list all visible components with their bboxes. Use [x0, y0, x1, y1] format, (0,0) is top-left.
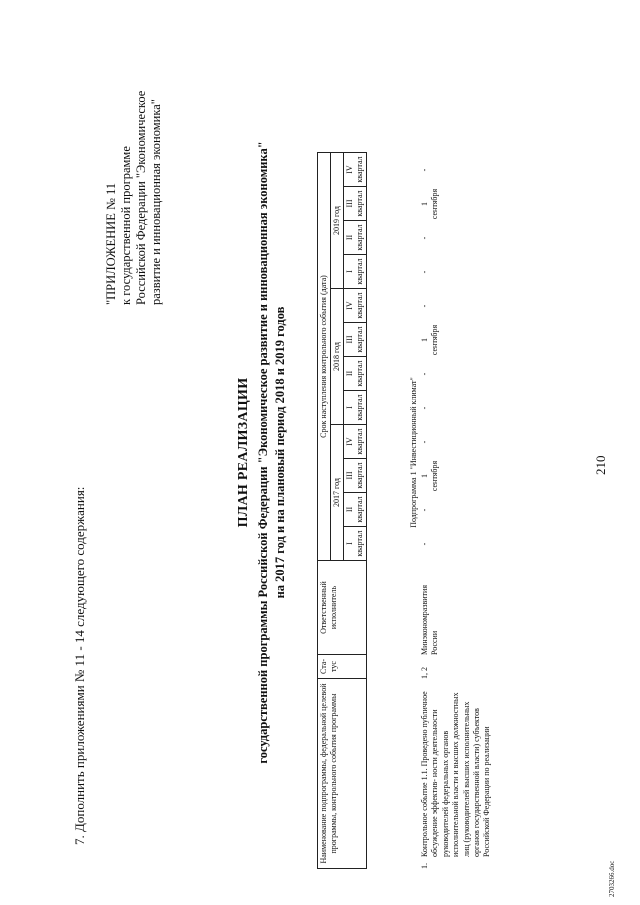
plan-title: ПЛАН РЕАЛИЗАЦИИ	[236, 377, 251, 528]
deadline-group-header: Срок наступления контрольного события (дата)	[318, 153, 331, 561]
row-quarter-value: -	[420, 406, 429, 410]
year-header: 2018 год	[331, 289, 344, 425]
quarter-header: II квартал	[344, 221, 367, 255]
row-executor: Минэкономразвития России	[420, 584, 440, 655]
row-quarter-value: 1 сентября	[420, 460, 440, 492]
intro-text: 7. Дополнить приложениями № 11 - 14 следующего содержания:	[72, 486, 87, 845]
col-executor-header: Ответственный исполнитель	[318, 561, 367, 655]
page-number: 210	[593, 455, 608, 475]
row-quarter-value: -	[420, 270, 429, 274]
row-quarter-value: 1 сентября	[420, 324, 440, 356]
row-quarter-value: -	[420, 542, 429, 546]
row-quarter-value: -	[420, 508, 429, 512]
quarter-header: III квартал	[344, 323, 367, 357]
row-quarter-value: -	[420, 304, 429, 308]
plan-period: на 2017 год и на плановый период 2018 и 2019 годов	[273, 306, 287, 599]
quarter-header: I квартал	[344, 527, 367, 561]
row-quarter-value: -	[420, 372, 429, 376]
quarter-header: II квартал	[344, 493, 367, 527]
row-name: Контрольное событие 1.1. Проведено публичное обсуждение эффектив- ности деятельности руководителей федеральных органов исполнительной власти и высших должностных лиц (руководителей высших исполнительных органов государственной власти) субъектов Российской Федерации по реализации	[420, 691, 492, 857]
appendix-line: развитие и инновационная экономика"	[149, 99, 163, 305]
year-header: 2019 год	[331, 153, 344, 289]
quarter-header: IV квартал	[344, 289, 367, 323]
plan-table-header	[317, 152, 367, 869]
quarter-header: II квартал	[344, 357, 367, 391]
row-quarter-value: -	[420, 440, 429, 444]
subprogram-title: Подпрограмма 1 "Инвестиционный климат"	[409, 377, 418, 528]
appendix-line: к государственной программе	[119, 146, 133, 305]
appendix-line: "ПРИЛОЖЕНИЕ № 11	[104, 182, 118, 305]
quarter-header: IV квартал	[344, 153, 367, 187]
row-quarter-value: -	[420, 236, 429, 240]
quarter-header: I квартал	[344, 255, 367, 289]
quarter-header: IV квартал	[344, 425, 367, 459]
year-header: 2017 год	[331, 425, 344, 561]
row-quarter-value: 1 сентября	[420, 188, 440, 220]
appendix-header	[104, 5, 164, 305]
row-number: 1.	[420, 863, 429, 869]
row-status: 1, 2	[420, 667, 429, 679]
row-quarter-value: -	[420, 168, 429, 172]
plan-subtitle: государственной программы Российской Федерации "Экономическое развитие и инновационная экономика"	[256, 141, 270, 764]
quarter-header: I квартал	[344, 391, 367, 425]
col-status-header: Ста- тус	[318, 655, 367, 679]
appendix-line: Российской Федерации "Экономическое	[134, 90, 148, 305]
quarter-header: III квартал	[344, 187, 367, 221]
quarter-header: III квартал	[344, 459, 367, 493]
col-name-header: Наименование подпрограммы, федеральной целевой программы, контрольного события программы	[318, 679, 367, 869]
file-footer: 2703266.doc	[608, 860, 616, 897]
